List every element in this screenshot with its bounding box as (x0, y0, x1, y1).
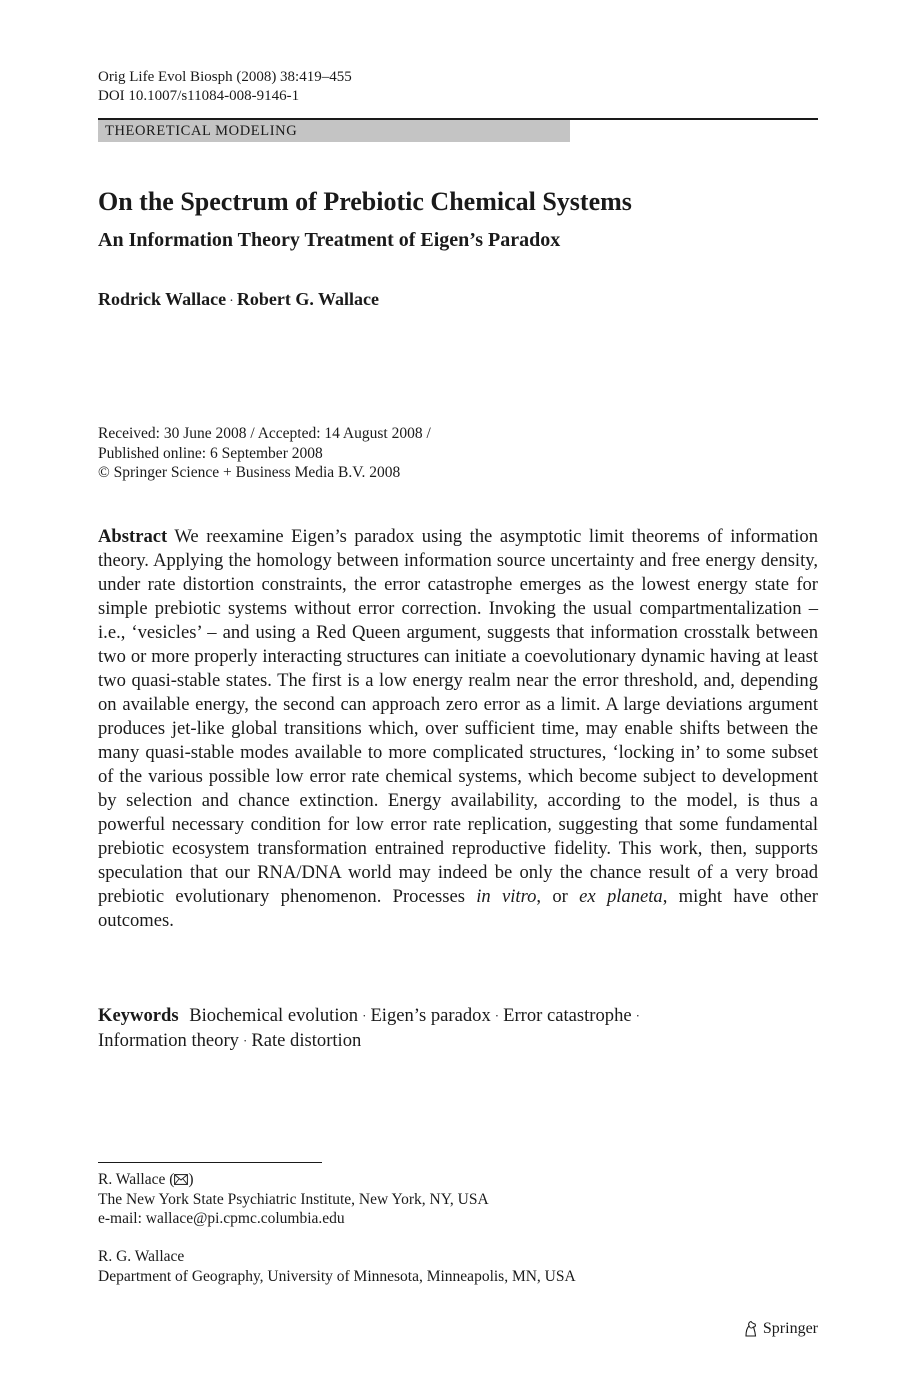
publisher-logo (743, 1320, 818, 1338)
keyword-separator: · (635, 1008, 640, 1023)
keyword: Biochemical evolution (189, 1005, 359, 1026)
affiliation (98, 1247, 576, 1286)
footnote-rule (98, 1162, 322, 1163)
envelope-icon (174, 1174, 188, 1185)
affiliation-name (98, 1170, 489, 1190)
copyright: © Springer Science + Business Media B.V. 2008 (98, 464, 401, 481)
published-online: Published online: 6 September 2008 (98, 444, 323, 462)
abstract-italic: ex planeta (579, 886, 663, 907)
author-separator: · (229, 294, 234, 309)
section-bar (98, 118, 818, 144)
affiliation-institution: Department of Geography, University of Minnesota, Minneapolis, MN, USA (98, 1267, 576, 1285)
keyword-separator: · (362, 1008, 367, 1023)
author-list (98, 289, 379, 310)
keyword: Rate distortion (251, 1030, 362, 1051)
journal-citation: Orig Life Evol Biosph (2008) 38:419–455 (98, 69, 352, 85)
author-name[interactable]: Rodrick Wallace (98, 289, 227, 309)
article-title: On the Spectrum of Prebiotic Chemical Systems (98, 187, 632, 216)
affiliation-name-close: ) (188, 1171, 194, 1188)
abstract-italic: in vitro (476, 886, 537, 907)
abstract-label: Abstract (98, 526, 168, 547)
author-name[interactable]: Robert G. Wallace (236, 289, 379, 309)
keyword-separator: · (494, 1008, 500, 1023)
affiliation-email[interactable]: e-mail: wallace@pi.cpmc.columbia.edu (98, 1210, 345, 1227)
keywords-label: Keywords (98, 1005, 179, 1026)
article-subtitle: An Information Theory Treatment of Eigen’s Paradox (98, 229, 561, 251)
journal-header (98, 68, 352, 106)
publisher-name: Springer (762, 1320, 818, 1337)
section-label: THEORETICAL MODELING (98, 120, 570, 142)
received-accepted: Received: 30 June 2008 / Accepted: 14 August 2008 / (98, 425, 431, 442)
publication-dates (98, 424, 431, 483)
abstract (98, 525, 818, 933)
keyword: Error catastrophe (503, 1005, 632, 1026)
keyword-separator: · (242, 1033, 248, 1048)
affiliation (98, 1170, 489, 1229)
affiliation-name-text: R. Wallace ( (98, 1171, 175, 1188)
abstract-text: We reexamine Eigen’s paradox using the asymptotic limit theorems of information theory. Applying the homology between information source uncertainty and free energy density, under rate distortion constraints, the error catastrophe emerges as the lowest energy state for simple prebiotic systems without error correction. Invoking the usual compartmentalization – i.e., ‘vesicles’ – and using a Red Queen argument, suggests that information crosstalk between two or more properly interacting structures can initiate a coevolutionary dynamic having at least two quasi-stable states. The first is a low energy realm near the error threshold, and, depending on available energy, the second can approach zero error as a limit. A large deviations argument produces jet-like global transitions which, over sufficient time, may enable shifts between the many quasi-stable modes available to more complicated structures, ‘locking in’ to some subset of the various possible low error rate chemical systems, which become subject to development by selection and chance extinction. Energy availability, according to the model, is thus a powerful necessary condition for low error rate replication, suggesting that some fundamental prebiotic ecosystem transformation entrained reproductive fidelity. This work, then, supports speculation that our RNA/DNA world may indeed be only the chance result of a very broad prebiotic evolutionary phenomenon. Processes (98, 526, 818, 907)
journal-doi: DOI 10.1007/s11084-008-9146-1 (98, 88, 300, 104)
keyword: Eigen’s paradox (370, 1005, 491, 1026)
abstract-text: , might have other outcomes. (98, 886, 818, 931)
affiliation-name: R. G. Wallace (98, 1248, 185, 1265)
keywords (98, 1004, 818, 1054)
affiliation-institution: The New York State Psychiatric Institute, New York, NY, USA (98, 1190, 489, 1208)
abstract-text: , or (536, 886, 568, 907)
springer-horse-icon (743, 1320, 759, 1338)
keyword: Information theory (98, 1030, 239, 1051)
